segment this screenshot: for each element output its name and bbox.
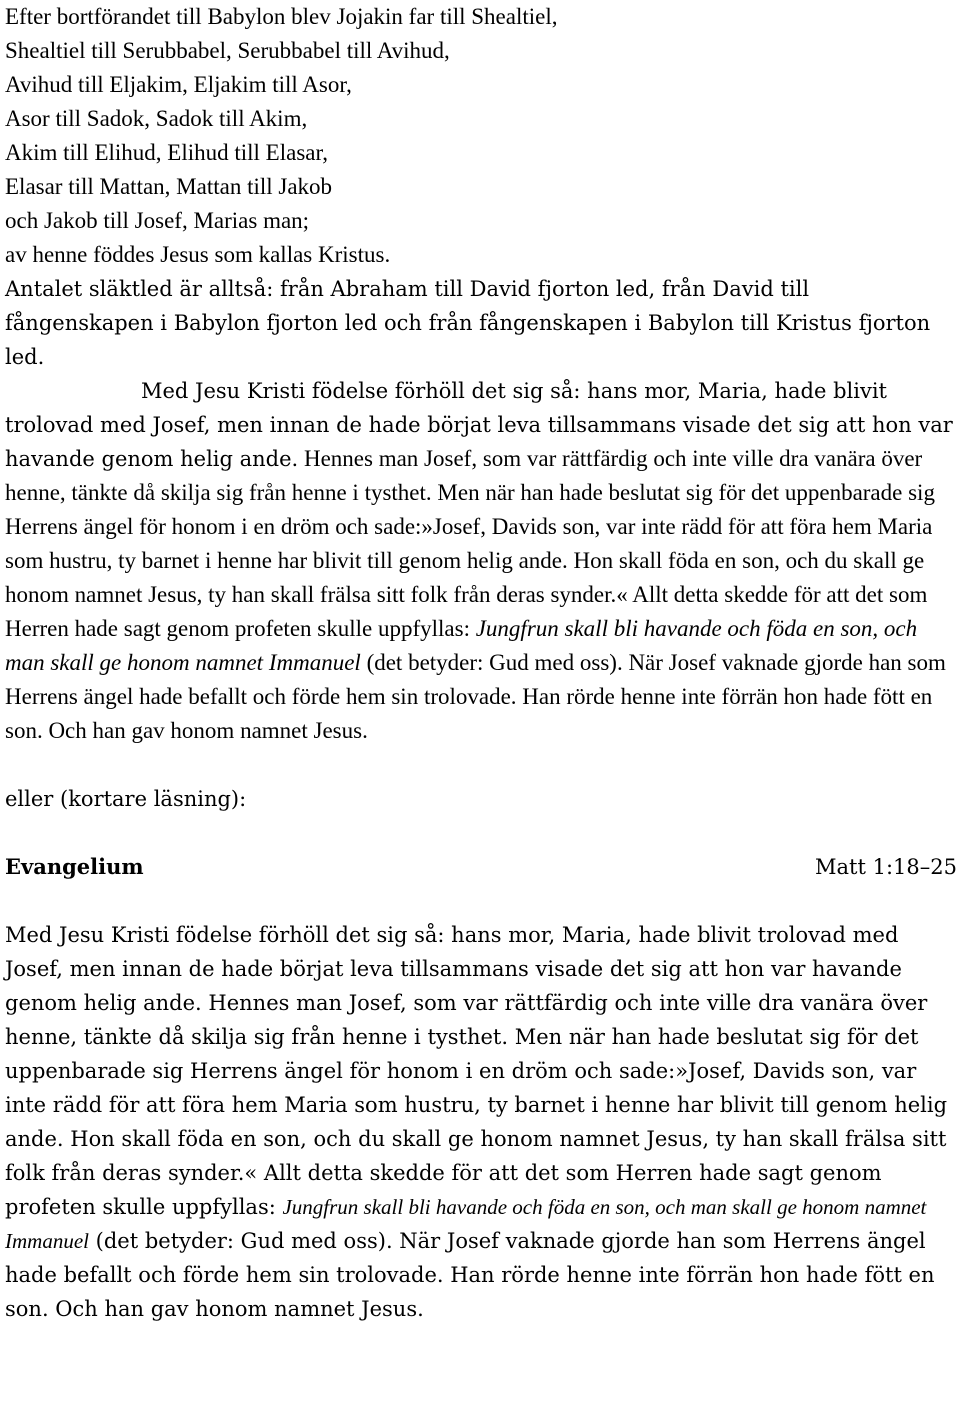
short-reading-part2: (det betyder: Gud med oss). När Josef vaknade gjorde han som Herrens ängel hade befallt och förde hem sin trolovade. Han rörde henne inte förrän hon hade fött en son. Och han gav honom namnet Jesus. <box>5 1229 935 1321</box>
verse-line: Efter bortförandet till Babylon blev Jojakin far till Shealtiel, <box>5 4 558 29</box>
verse-line: Elasar till Mattan, Mattan till Jakob <box>5 174 333 199</box>
long-reading-part1: Med Jesu Kristi födelse förhöll det sig så: hans mor, Maria, hade blivit trolovad med Josef, men innan de hade börjat leva tillsammans visade det sig att hon var havande genom helig ande. <box>5 379 953 471</box>
verse-line: Asor till Sadok, Sadok till Akim, <box>5 106 308 131</box>
short-reading-quote: Jungfrun skall bli havande och föda en son, och man skall ge honom namnet Immanuel <box>5 1195 927 1253</box>
gospel-heading <box>5 850 957 884</box>
long-reading-part2: Hennes man Josef, som var rättfärdig och inte ville dra vanära över henne, tänkte då skilja sig från henne i tysthet. Men när han hade beslutat sig för det uppenbarade sig Herrens ängel för honom i en dröm och sade:»Josef, Davids son, var inte rädd för att föra hem Maria som hustru, ty barnet i henne har blivit till genom helig ande. Hon skall föda en son, och du skall ge honom namnet Jesus, ty han skall frälsa sitt folk från deras synder.« Allt detta skedde för att det som Herren hade sagt genom profeten skulle uppfyllas: <box>5 446 935 641</box>
short-reading-part1: Med Jesu Kristi födelse förhöll det sig så: hans mor, Maria, hade blivit trolovad med Josef, men innan de hade börjat leva tillsammans visade det sig att hon var havande genom helig ande. Hennes man Josef, som var rättfärdig och inte ville dra vanära över henne, tänkte då skilja sig från henne i tysthet. Men när han hade beslutat sig för det uppenbarade sig Herrens ängel för honom i en dröm och sade:»Josef, Davids son, var inte rädd för att föra hem Maria som hustru, ty barnet i henne har blivit till genom helig ande. Hon skall föda en son, och du skall ge honom namnet Jesus, ty han skall frälsa sitt folk från deras synder.« Allt detta skedde för att det som Herren hade sagt genom profeten skulle uppfyllas: <box>5 923 948 1219</box>
generation-summary: Antalet släktled är alltså: från Abraham till David fjorton led, från David till fångenskapen i Babylon fjorton led och från fångenskapen i Babylon till Kristus fjorton led. <box>5 277 931 369</box>
long-reading-paragraph <box>5 374 957 748</box>
verse-line: Avihud till Eljakim, Eljakim till Asor, <box>5 72 352 97</box>
verse-line: av henne föddes Jesus som kallas Kristus. <box>5 242 391 267</box>
gospel-title: Evangelium <box>5 854 144 879</box>
gospel-reference: Matt 1:18–25 <box>815 855 957 879</box>
document-page <box>5 0 957 1326</box>
verse-line: och Jakob till Josef, Marias man; <box>5 208 310 233</box>
genealogy-verse <box>5 0 957 272</box>
alternative-reading-label: eller (kortare läsning): <box>5 787 247 811</box>
verse-line: Shealtiel till Serubbabel, Serubbabel till Avihud, <box>5 38 450 63</box>
verse-line: Akim till Elihud, Elihud till Elasar, <box>5 140 328 165</box>
short-reading-paragraph <box>5 918 957 1326</box>
long-reading-quote: Jungfrun skall bli havande och föda en son, och man skall ge honom namnet Immanuel <box>5 616 918 675</box>
long-reading-part3: (det betyder: Gud med oss). När Josef vaknade gjorde han som Herrens ängel hade befallt och förde hem sin trolovade. Han rörde henne inte förrän hon hade fött en son. Och han gav honom namnet Jesus. <box>5 650 946 743</box>
